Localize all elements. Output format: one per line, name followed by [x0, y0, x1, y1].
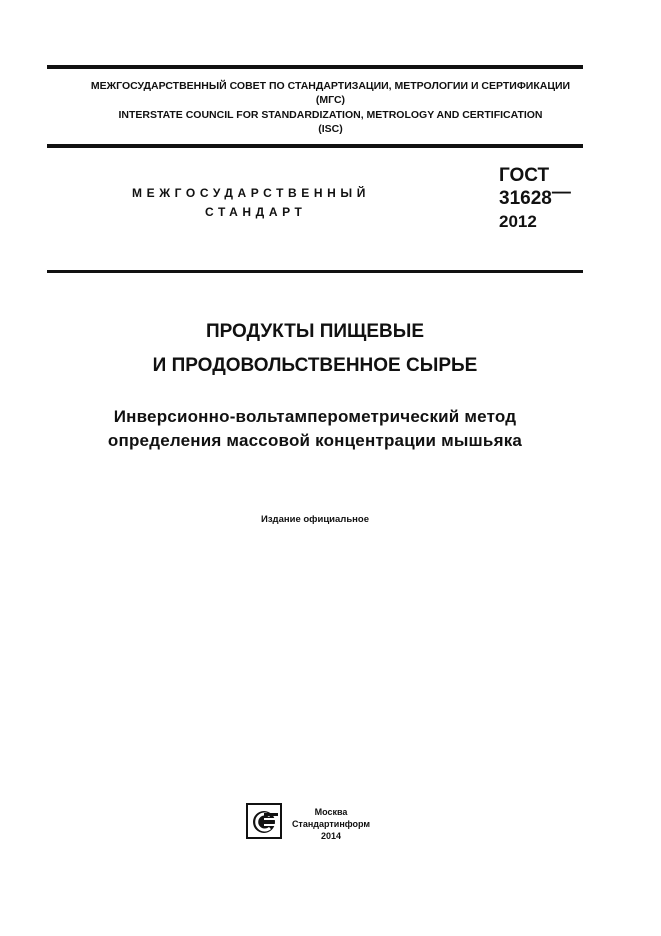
title-line1: ПРОДУКТЫ ПИЩЕВЫЕ [205, 321, 425, 342]
edition-label: Издание официальное [261, 514, 369, 525]
gost-dash: — [551, 182, 571, 203]
top-rule [47, 65, 583, 69]
gost-label: ГОСТ [499, 165, 550, 186]
council-name-ru: МЕЖГОСУДАРСТВЕННЫЙ СОВЕТ ПО СТАНДАРТИЗАЦИИ, МЕТРОЛОГИИ И СЕРТИФИКАЦИИ [90, 80, 571, 92]
council-name-en: INTERSTATE COUNCIL FOR STANDARDIZATION, METROLOGY AND CERTIFICATION [118, 109, 543, 121]
standard-type-line2: СТАНДАРТ [205, 205, 307, 219]
standard-type-line1: МЕЖГОСУДАРСТВЕННЫЙ [132, 186, 370, 200]
header-bottom-rule [47, 144, 583, 148]
gost-number-value: 31628 [499, 188, 552, 209]
gost-number [499, 182, 571, 210]
gost-year: 2012 [499, 212, 537, 231]
subtitle-line2: определения массовой концентрации мышьяка [107, 431, 523, 450]
council-abbr-ru: (МГС) [315, 94, 346, 106]
publisher-city: Москва [314, 807, 348, 817]
subtitle-line1: Инверсионно-вольтамперометрический метод [113, 407, 517, 426]
council-abbr-en: (ISC) [318, 123, 343, 135]
standartinform-logo [246, 803, 282, 839]
title-line2: И ПРОДОВОЛЬСТВЕННОЕ СЫРЬЕ [152, 355, 478, 376]
designation-bottom-rule [47, 270, 583, 273]
publisher-year: 2014 [320, 831, 342, 841]
publisher-name: Стандартинформ [291, 819, 371, 829]
